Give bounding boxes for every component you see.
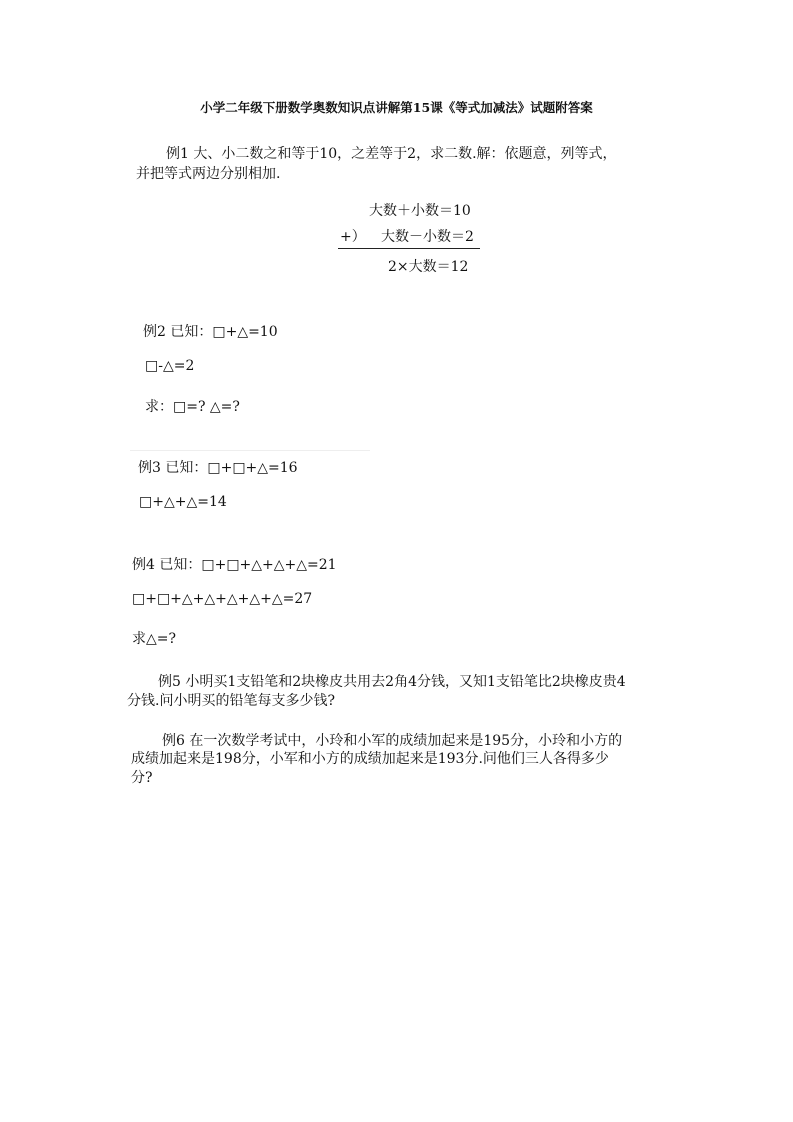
example-3-line-2: □+△+△=14 (139, 494, 227, 510)
equation-result: 2×大数＝12 (388, 259, 469, 275)
example-2-line-1: 例2 已知：□+△=10 (143, 324, 278, 340)
example-2-line-2: □-△=2 (145, 358, 195, 374)
example-4-line-2: □+□+△+△+△+△+△=27 (132, 591, 313, 607)
example-6-line-2: 成绩加起来是198分，小军和小方的成绩加起来是193分.问他们三人各得多少 (131, 751, 609, 767)
equation-plus-sign: +） (340, 229, 366, 245)
equation-difference: 大数－小数＝2 (381, 229, 474, 245)
example-4-line-1: 例4 已知：□+□+△+△+△=21 (132, 557, 337, 573)
example-1-line-2: 并把等式两边分别相加. (136, 166, 281, 182)
example-5-line-2: 分钱.问小明买的铅笔每支多少钱? (127, 693, 335, 709)
page-title: 小学二年级下册数学奥数知识点讲解第15课《等式加减法》试题附答案 (200, 100, 593, 115)
equation-sum: 大数＋小数＝10 (369, 203, 471, 219)
faint-divider (130, 450, 370, 451)
example-6-line-1: 例6 在一次数学考试中，小玲和小军的成绩加起来是195分，小玲和小方的 (162, 733, 623, 749)
example-5-line-1: 例5 小明买1支铅笔和2块橡皮共用去2角4分钱，又知1支铅笔比2块橡皮贵4 (158, 674, 626, 690)
example-3-line-1: 例3 已知：□+□+△=16 (138, 460, 298, 476)
equation-divider-line (338, 248, 480, 249)
example-4-line-3: 求△=? (132, 631, 177, 647)
example-1-line-1: 例1 大、小二数之和等于10，之差等于2，求二数.解：依题意，列等式， (166, 146, 617, 162)
example-6-line-3: 分? (131, 770, 153, 786)
example-2-line-3: 求：□=? △=? (145, 399, 240, 415)
